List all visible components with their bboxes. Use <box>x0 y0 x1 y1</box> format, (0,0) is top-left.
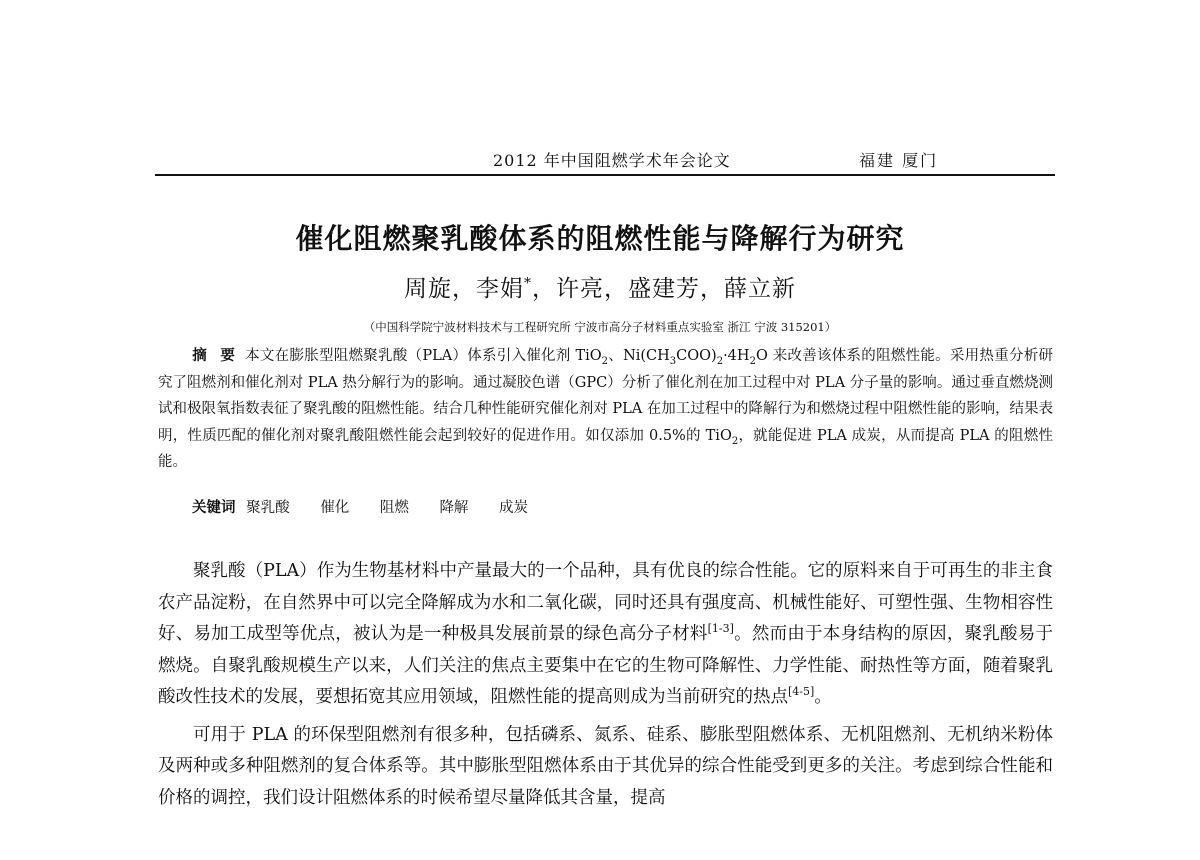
keyword-item: 阻燃 <box>379 500 409 516</box>
authors-first: 周旋，李娟 <box>404 276 524 302</box>
abstract-subscript: 2 <box>601 355 609 367</box>
abstract <box>158 343 1053 476</box>
conference-name: 2012 年中国阻燃学术年会论文 <box>493 151 731 170</box>
abstract-text: ·4H <box>723 348 750 364</box>
abstract-text: O 来改善该体系的阻燃性能。采用热重分析研究了阻燃剂和催化剂对 PLA 热分解行为的影响。通过凝胶色谱（GPC）分析了催化剂在加工过程中对 PLA 分子量的影响。通过垂直燃烧测试和极限氧指数表征了聚乳酸的阻燃性能。结合几种性能研究催化剂对 PLA 在加工过程中的降解行为和燃烧过程中阻燃性能的影响，结果表明，性质匹配的催化剂对聚乳酸阻燃性能会起到较好的促进作用。如仅添加 0.5%的 TiO <box>158 348 1053 444</box>
abstract-text: 、Ni(CH <box>608 348 670 364</box>
keyword-item: 降解 <box>439 500 469 516</box>
body-text <box>158 556 1053 814</box>
abstract-subscript: 2 <box>749 355 756 367</box>
corresponding-author-mark: * <box>524 275 532 292</box>
abstract-subscript: 2 <box>731 435 739 447</box>
paragraph-text: 。然而由于本身结构的原因，聚乳酸易于燃烧。自聚乳酸规模生产以来，人们关注的焦点主要集中在它的生物可降解性、力学性能、耐热性等方面，随着聚乳酸改性技术的发展，要想拓宽其应用领域，阻燃性能的提高则成为当前研究的热点 <box>158 624 1054 707</box>
running-header <box>155 148 1055 172</box>
keyword-item: 成炭 <box>499 500 529 516</box>
abstract-text: ，就能促进 PLA 成炭，从而提高 PLA 的阻燃性能。 <box>158 427 1054 470</box>
abstract-label: 摘 要 <box>192 348 240 364</box>
keywords <box>192 496 554 517</box>
abstract-subscript: 2 <box>716 355 724 367</box>
citation-ref: [1-3] <box>707 622 734 636</box>
authors-rest: ，许亮，盛建芳，薛立新 <box>532 276 796 302</box>
citation-ref: [4-5] <box>788 685 815 699</box>
affiliation: （中国科学院宁波材料技术与工程研究所 宁波市高分子材料重点实验室 浙江 宁波 315201） <box>363 320 837 334</box>
conference-location: 福建 厦门 <box>859 151 939 170</box>
header-rule <box>155 174 1055 176</box>
abstract-text: 本文在膨胀型阻燃聚乳酸（PLA）体系引入催化剂 TiO <box>245 348 602 364</box>
keyword-item: 聚乳酸 <box>246 500 290 516</box>
author-list <box>0 270 1200 303</box>
abstract-text: COO) <box>676 348 717 364</box>
keywords-label: 关键词 <box>192 500 236 516</box>
keyword-item: 催化 <box>320 500 350 516</box>
paragraph-text: 。 <box>814 687 832 707</box>
abstract-subscript: 3 <box>669 355 677 367</box>
paper-title: 催化阻燃聚乳酸体系的阻燃性能与降解行为研究 <box>295 222 905 255</box>
body-paragraph <box>158 556 1053 714</box>
body-paragraph: 可用于 PLA 的环保型阻燃剂有很多种，包括磷系、氮系、硅系、膨胀型阻燃体系、无机阻燃剂、无机纳米粉体及两种或多种阻燃剂的复合体系等。其中膨胀型阻燃体系由于其优异的综合性能受到更多的关注。考虑到综合性能和价格的调控，我们设计阻燃体系的时候希望尽量降低其含量，提高 <box>158 724 1053 808</box>
paragraph-text: 聚乳酸（PLA）作为生物基材料中产量最大的一个品种，具有优良的综合性能。它的原料来自于可再生的非主食农产品淀粉，在自然界中可以完全降解成为水和二氧化碳，同时还具有强度高、机械性能好、可塑性强、生物相容性好、易加工成型等优点，被认为是一种极具发展前景的绿色高分子材料 <box>158 561 1053 644</box>
